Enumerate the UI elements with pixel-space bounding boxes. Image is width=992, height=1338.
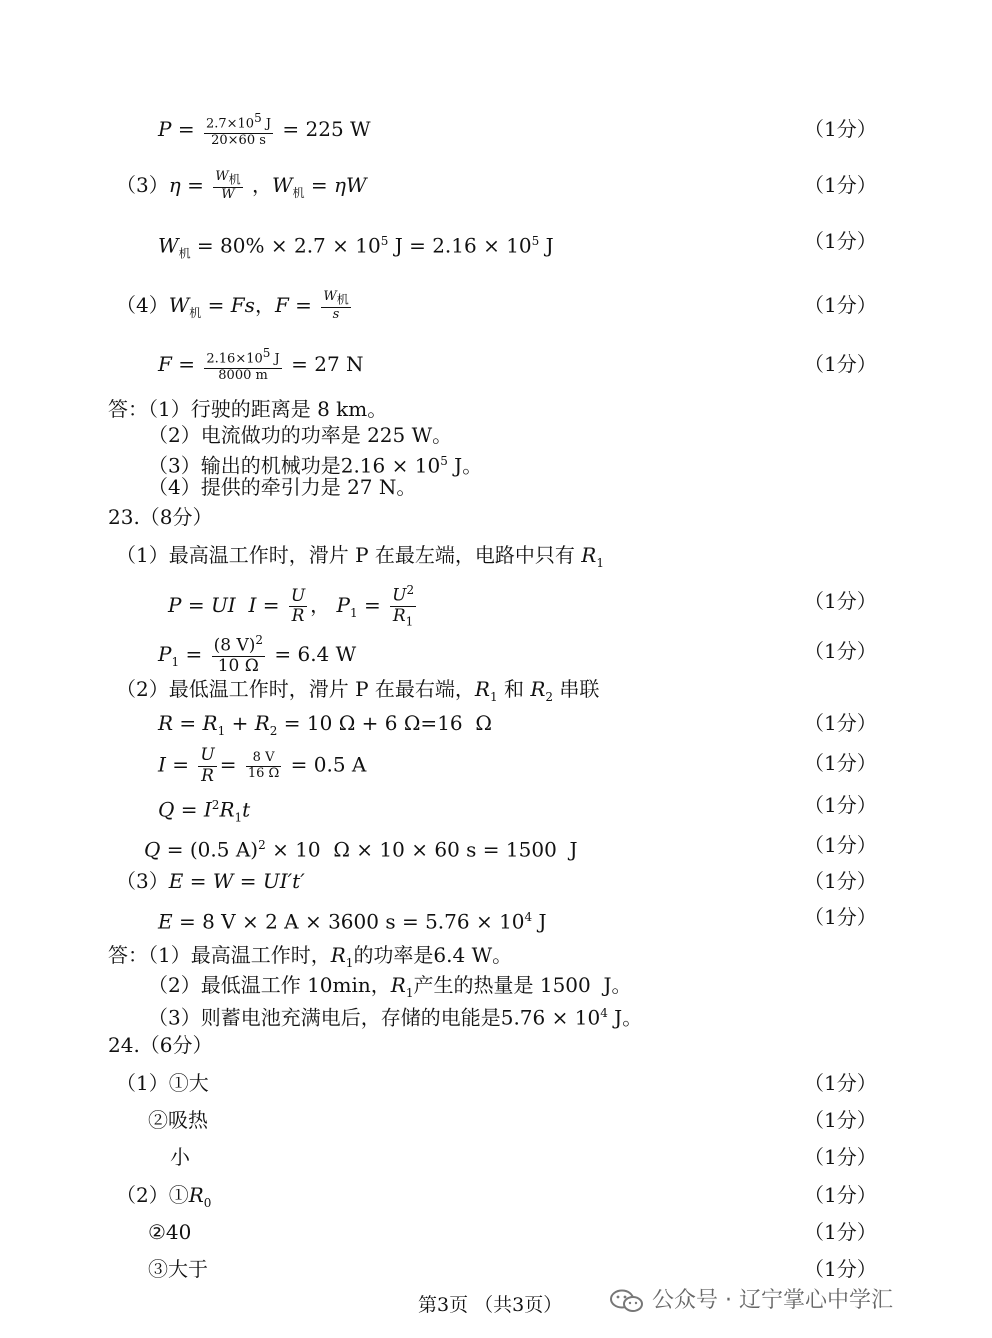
formula-line xyxy=(0,583,992,629)
answer-item xyxy=(0,1140,992,1174)
answer-text: （2）最低温工作 10min，$R_1$产生的热量是 1500 J。 xyxy=(148,973,632,1000)
score: （1分） xyxy=(804,1183,877,1207)
answer-text: ②吸热 xyxy=(148,1108,208,1132)
score: （1分） xyxy=(804,173,877,197)
formula-line xyxy=(0,633,992,677)
formula: $P_1$ = $\frac{(8 V)^2}{10 \Omega}$ = 6.4 W xyxy=(158,633,357,677)
score: （1分） xyxy=(804,1108,877,1132)
answer-item xyxy=(0,1103,992,1137)
formula-line xyxy=(0,745,992,786)
score: （1分） xyxy=(804,869,877,893)
score: （1分） xyxy=(804,905,877,929)
answer-line xyxy=(0,996,992,1030)
score: （1分） xyxy=(804,711,877,735)
answer-text: （3）输出的机械功是$2.16 \times 10^5$ J。 xyxy=(148,453,483,478)
watermark xyxy=(610,1283,970,1319)
formula: $W_机 = 80\% \times 2.7 \times 10^5$ $J = 2.16 \times 10^5$ J xyxy=(158,233,554,261)
formula-line xyxy=(0,864,992,898)
question-number: 23.（8分） xyxy=(108,505,213,529)
wechat-icon xyxy=(610,1289,644,1313)
question-number: 24.（6分） xyxy=(108,1033,213,1057)
formula-line xyxy=(0,288,992,322)
step-line xyxy=(0,538,992,572)
formula: $Q = I^2R_1t$ xyxy=(158,797,251,825)
score: （1分） xyxy=(804,1220,877,1244)
formula: F = $\frac{2.16\times 10^5 J}{8000 m}$ = 27 N xyxy=(158,346,364,383)
answer-text: 答：（1）行驶的距离是 8 km。 xyxy=(108,397,388,421)
score: （1分） xyxy=(804,229,877,253)
page-footer: 第3页 （共3页） xyxy=(418,1294,563,1316)
answer-line xyxy=(0,938,992,972)
answer-item xyxy=(0,1178,992,1212)
score: （1分） xyxy=(804,1145,877,1169)
question-heading xyxy=(0,1028,992,1062)
score: （1分） xyxy=(804,352,877,376)
formula-line xyxy=(0,347,992,381)
answer-text: （1）①大 xyxy=(116,1071,209,1095)
answer-text: （2）电流做功的功率是 225 W。 xyxy=(148,423,453,447)
answer-text: （3）则蓄电池充满电后，存储的电能是$5.76 \times 10^4$ J。 xyxy=(148,1005,643,1030)
question-heading xyxy=(0,500,992,534)
formula: Q = (0.5 A)$^2$ × 10 Ω × 10 × 60 s = 1500 J xyxy=(144,837,578,862)
score: （1分） xyxy=(804,793,877,817)
formula-line xyxy=(0,788,992,825)
answer-item xyxy=(0,1215,992,1249)
score: （1分） xyxy=(804,293,877,317)
answer-text: （4）提供的牵引力是 27 N。 xyxy=(148,475,417,499)
score: （1分） xyxy=(804,751,877,775)
formula: E = 8 V × 2 A × 3600 $s = 5.76 \times 10^4$ J xyxy=(158,909,547,934)
formula: I = $\frac{U}{R}$ = $\frac{8 V}{16 \Omega}$ = 0.5 A xyxy=(158,745,367,786)
score: （1分） xyxy=(804,589,877,613)
formula: $R = R_1 + R_2 = 10$ Ω + 6 Ω=16 Ω xyxy=(158,711,492,738)
score: （1分） xyxy=(804,639,877,663)
answer-text: 小 xyxy=(170,1145,190,1169)
score: （1分） xyxy=(804,1257,877,1281)
formula-line xyxy=(0,224,992,261)
formula-line xyxy=(0,900,992,934)
formula: $(4)W_机 = Fs$，F = $\frac{W_机}{s}$ xyxy=(116,288,349,323)
score: （1分） xyxy=(804,117,877,141)
answer-text: 答：（1）最高温工作时，$R_1$的功率是6.4 W。 xyxy=(108,943,513,970)
formula: （3）η = $\frac{W_机}{W}$ ，$W_机 = \eta W$ xyxy=(116,168,367,203)
formula: P = UI I = $\frac{U}{R}$ ， $P_1$ = $\frac{U^2}{R_1}$ xyxy=(168,583,415,629)
watermark-text: 公众号 · 辽宁掌心中学汇 xyxy=(652,1288,893,1313)
formula: P = $\frac{2.7\times 10^5 J}{20\times 60 s}$ = 225 W xyxy=(158,111,371,148)
score: （1分） xyxy=(804,1071,877,1095)
score: （1分） xyxy=(804,833,877,857)
formula-line xyxy=(0,168,992,202)
step-text: （1）最高温工作时，滑片 P 在最左端，电路中只有 $R_1$ xyxy=(116,543,604,570)
answer-text: ②40 xyxy=(148,1220,192,1244)
formula-line xyxy=(0,828,992,862)
answer-text: $(2)①R_0$ xyxy=(116,1183,212,1210)
formula: （3）E = W = UI′t′ xyxy=(116,869,305,893)
step-text: （2）最低温工作时，滑片 P 在最右端，$R_1$ 和 $R_2$ 串联 xyxy=(116,677,600,704)
step-line xyxy=(0,672,992,706)
answer-item xyxy=(0,1066,992,1100)
answer-line xyxy=(0,470,992,504)
formula-line xyxy=(0,112,992,146)
answer-text: ③大于 xyxy=(148,1257,208,1281)
formula-line xyxy=(0,706,992,740)
answer-item xyxy=(0,1252,992,1286)
